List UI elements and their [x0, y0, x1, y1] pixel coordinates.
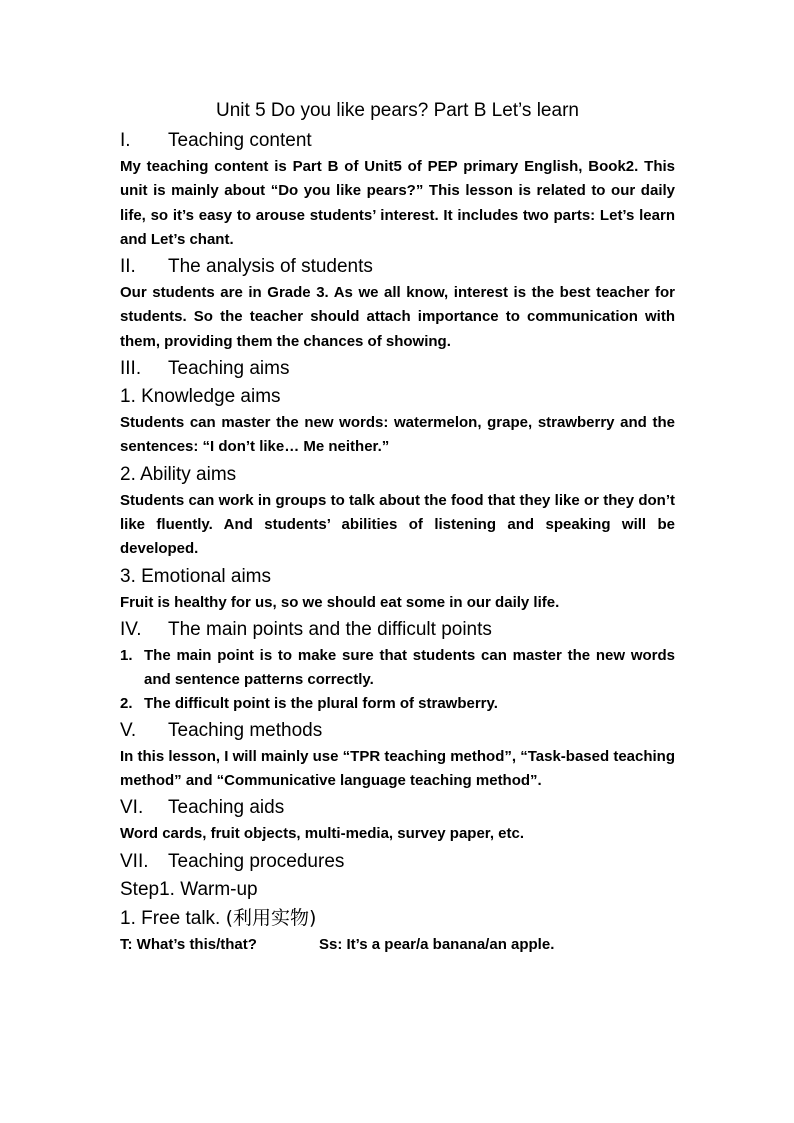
paragraph: In this lesson, I will mainly use “TPR teaching method”, “Task-based teaching method” and “Communicative language teaching method”. — [120, 747, 675, 790]
list-number: 1. — [120, 646, 133, 664]
list-number: 2. — [120, 695, 133, 713]
document-page — [120, 97, 675, 957]
section-heading — [120, 355, 675, 383]
section-title: The analysis of students — [168, 256, 373, 278]
section-number: VI. — [120, 797, 144, 819]
section-title: Teaching procedures — [168, 850, 345, 872]
paragraph: Students can work in groups to talk about the food that they like or they don’t like fluently. And students’ abilities of listening and speaking will be developed. — [120, 491, 675, 558]
paragraph: Fruit is healthy for us, so we should eat some in our daily life. — [120, 593, 560, 611]
paragraph: My teaching content is Part B of Unit5 of PEP primary English, Book2. This unit is mainly about “Do you like pears?” This lesson is related to our daily life, so it’s easy to arouse students’ interest. It includes two parts: Let’s learn and Let’s chant. — [120, 158, 675, 248]
section-heading — [120, 794, 675, 822]
section-number: IV. — [120, 618, 142, 640]
section-title: Teaching content — [168, 130, 312, 151]
list-text: The difficult point is the plural form of strawberry. — [144, 695, 498, 713]
students-line: Ss: It’s a pear/a banana/an apple. — [319, 935, 555, 953]
paragraph: Students can master the new words: watermelon, grape, strawberry and the sentences: “I don’t like… Me neither.” — [120, 414, 675, 456]
section-number: V. — [120, 719, 137, 741]
free-talk-note: (利用实物) — [225, 906, 317, 929]
page-title: Unit 5 Do you like pears? Part B Let’s learn — [216, 100, 579, 121]
paragraph: Word cards, fruit objects, multi-media, survey paper, etc. — [120, 825, 525, 843]
section-title: Teaching aims — [168, 358, 290, 380]
list-item — [120, 692, 675, 716]
section-number: III. — [120, 358, 142, 380]
section-title: Teaching aids — [168, 797, 285, 819]
paragraph: Our students are in Grade 3. As we all know, interest is the best teacher for students. So the teacher should attach importance to communication with them, providing them the chances of showing. — [120, 284, 675, 350]
step-heading: Step1. Warm-up — [120, 878, 258, 900]
teacher-line: T: What’s this/that? — [120, 935, 257, 953]
list-item — [120, 644, 675, 693]
section-number: VII. — [120, 850, 149, 872]
section-heading — [120, 253, 675, 281]
section-number: II. — [120, 256, 136, 278]
section-heading — [120, 717, 675, 745]
subsection-heading: 3. Emotional aims — [120, 565, 272, 587]
section-heading — [120, 616, 675, 644]
subsection-heading: 2. Ability aims — [120, 463, 237, 485]
section-heading — [120, 848, 675, 876]
subsection-heading: 1. Knowledge aims — [120, 386, 281, 408]
section-heading — [120, 127, 675, 155]
dialog-line — [120, 933, 675, 957]
section-number: I. — [120, 130, 131, 151]
free-talk-label: 1. Free talk. — [120, 907, 226, 929]
section-title: Teaching methods — [168, 719, 323, 741]
list-text: The main point is to make sure that students can master the new words and sentence patterns correctly. — [144, 646, 675, 689]
section-title: The main points and the difficult points — [168, 618, 492, 640]
subsection-heading — [120, 904, 675, 933]
